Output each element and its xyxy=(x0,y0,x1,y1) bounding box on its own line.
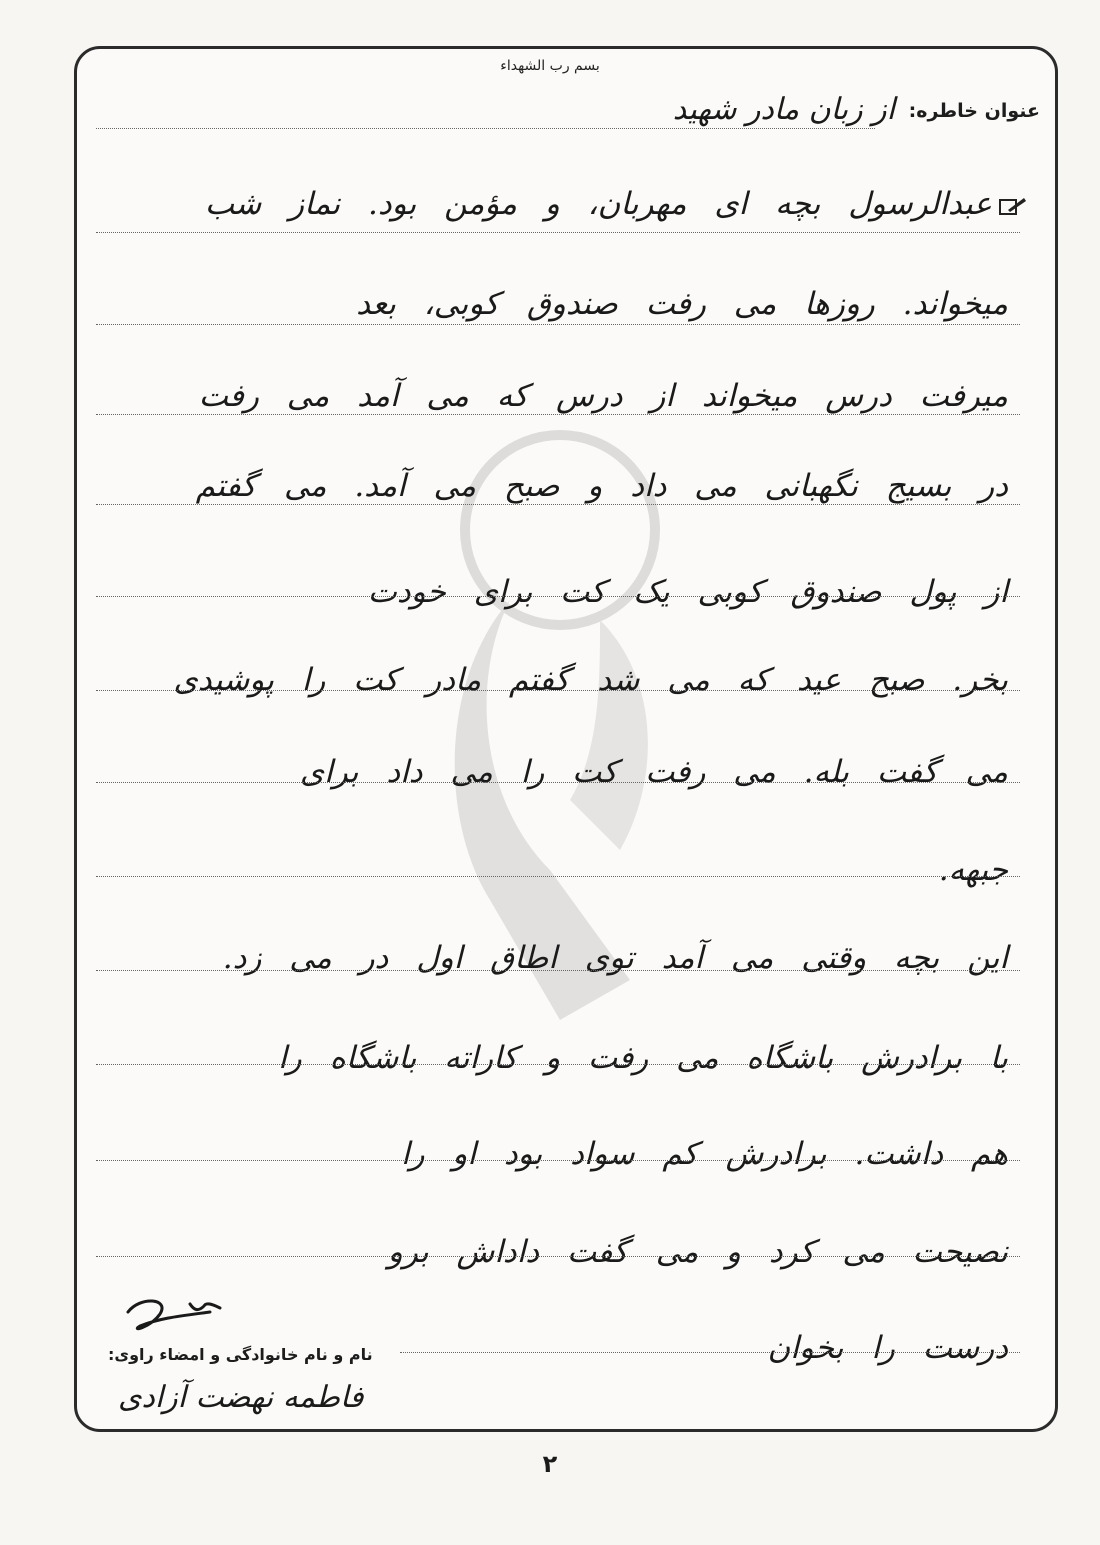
rule-8 xyxy=(96,876,1020,877)
rule-6 xyxy=(96,690,1020,691)
rule-10 xyxy=(96,1064,1020,1065)
memoir-line-8: جبهه. xyxy=(938,852,1008,888)
pen-icon xyxy=(998,196,1028,218)
rule-13 xyxy=(400,1352,1020,1353)
rule-5 xyxy=(96,596,1020,597)
signer-name: فاطمه نهضت آزادی xyxy=(118,1380,364,1415)
rule-7 xyxy=(96,782,1020,783)
rule-11 xyxy=(96,1160,1020,1161)
memoir-line-5: از پول صندوق کوبی یک کت برای خودت xyxy=(367,574,1008,610)
memoir-line-10: با برادرش باشگاه می رفت و کاراته باشگاه را xyxy=(278,1040,1008,1076)
memoir-title-value: از زبان مادر شهید xyxy=(672,92,895,127)
memoir-line-6: بخر. صبح عید که می شد گفتم مادر کت را پوشیدی xyxy=(173,662,1008,698)
rule-12 xyxy=(96,1256,1020,1257)
header-title: بسم رب الشهداء xyxy=(500,58,600,74)
signer-label: نام و نام خانوادگی و امضاء راوی: xyxy=(108,1345,373,1364)
memoir-line-3: میرفت درس میخواند از درس که می آمد می رفت xyxy=(198,378,1008,414)
rule-3 xyxy=(96,414,1020,415)
memoir-line-11: هم داشت. برادرش کم سواد بود او را xyxy=(400,1136,1008,1172)
rule-1 xyxy=(96,232,1020,233)
memoir-line-2: میخواند. روزها می رفت صندوق کوبی، بعد xyxy=(356,286,1008,322)
page-number: ۲ xyxy=(542,1450,558,1478)
title-rule xyxy=(96,128,875,129)
rule-4 xyxy=(96,504,1020,505)
memoir-title-label: عنوان خاطره: xyxy=(908,100,1040,122)
memoir-line-4: در بسیج نگهبانی می داد و صبح می آمد. می گفتم xyxy=(195,468,1008,504)
rule-2 xyxy=(96,324,1020,325)
memoir-line-1: عبدالرسول بچه ای مهربان، و مؤمن بود. نماز شب xyxy=(204,186,992,222)
memoir-line-13: درست را بخوان xyxy=(767,1330,1008,1366)
memoir-line-9: این بچه وقتی می آمد توی اطاق اول در می زد. xyxy=(222,940,1008,976)
signature-mark-icon xyxy=(120,1292,230,1340)
rule-9 xyxy=(96,970,1020,971)
memoir-line-7: می گفت بله. می رفت کت را می داد برای xyxy=(299,754,1008,790)
memoir-line-12: نصیحت می کرد و می گفت داداش برو xyxy=(387,1234,1008,1270)
